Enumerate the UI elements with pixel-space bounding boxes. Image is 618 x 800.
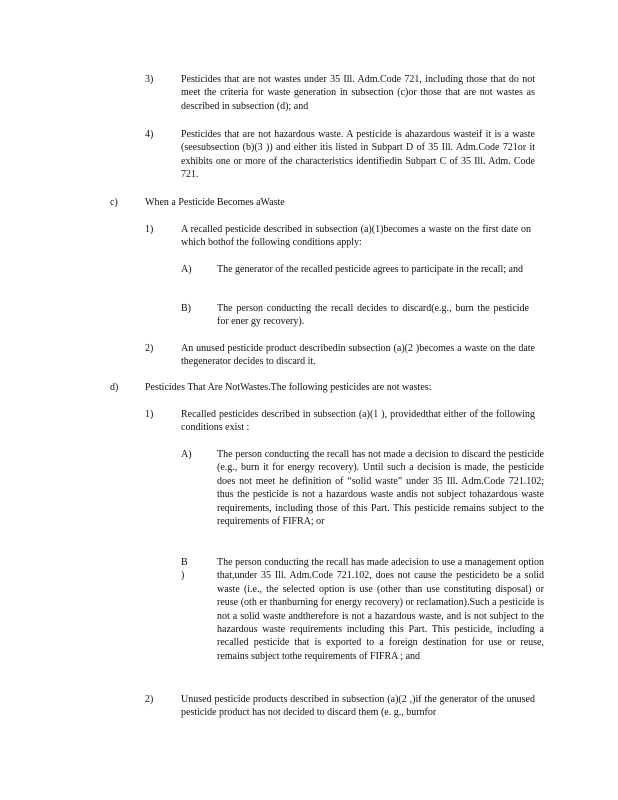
item-text: A recalled pesticide described in subsection (a)(1)becomes a waste on the first date on which bothof the following conditions apply: (181, 224, 531, 249)
item-label: 3) (145, 74, 154, 85)
item-text: Pesticides that are not wastes under 35 Ill. Adm.Code 721, including those that do not meet the criteria for waste generation in subsection (c)or those that are not wastes as described in subsection (d); and (181, 74, 535, 112)
item-text: The person conducting the recall decides to discard(e.g., burn the pesticide for ener gy recovery). (217, 303, 529, 328)
item-label: 2) (145, 343, 154, 354)
item-text: The person conducting the recall has not made a decision to discard the pesticide (e.g., burn it for energy recovery). Until such a decision is made, the pesticide does not meet he definition of “solid waste” under 35 Ill. Adm.Code 721.102; thus the pesticide is not a hazardous waste andis not subject tohazardous waste requirements, including those of this Part. This pesticide remains subject to the requirements of FIFRA; or (217, 449, 544, 528)
section-label: c) (110, 197, 118, 208)
item-label: 1) (145, 409, 154, 420)
item-text: Pesticides that are not hazardous waste. A pesticide is ahazardous wasteif it is a waste (seesubsection (b)(3 )) and either itis listed in Subpart D of 35 Ill. Adm.Code 721or it exhibits one or more of the characteristics identifiedin Subpart C of 35 Ill. Adm. Code 721. (181, 129, 535, 181)
section-label: d) (110, 382, 119, 393)
item-text: The generator of the recalled pesticide agrees to participate in the recall; and (217, 264, 523, 275)
item-text: The person conducting the recall has made adecision to use a management option that,under 35 Ill. Adm.Code 721.102, does not cause the pesticideto be a solid waste (i.e., the selected option is use (other than use constituting disposal) or reuse (oth er thanburning for energy recovery) or reclamation).Such a pesticide is not a solid waste andtherefore is not a hazardous waste, and is not subject to the hazardous waste requirements including this Part. This pesticide, including a recalled pesticide that is exported to a foreign destination for use or reuse, remains subject tothe requirements of FIFRA ; and (217, 557, 544, 662)
item-text: Unused pesticide products described in subsection (a)(2 ,)if the generator of the unused pesticide product has not decided to discard them (e. g., burnfor (181, 694, 535, 719)
item-label: B ) (181, 557, 188, 582)
item-label: 4) (145, 129, 154, 140)
item-text: An unused pesticide product describedin subsection (a)(2 )becomes a waste on the date thegenerator decides to discard it. (181, 343, 535, 368)
item-label: A) (181, 449, 192, 460)
item-label: B) (181, 303, 191, 314)
item-label: 2) (145, 694, 154, 705)
item-label: A) (181, 264, 192, 275)
section-title: Pesticides That Are NotWastes.The following pesticides are not wastes: (145, 382, 432, 393)
item-label: 1) (145, 224, 154, 235)
section-title: When a Pesticide Becomes aWaste (145, 197, 285, 208)
item-text: Recalled pesticides described in subsection (a)(1 ), providedthat either of the following conditions exist : (181, 409, 535, 434)
